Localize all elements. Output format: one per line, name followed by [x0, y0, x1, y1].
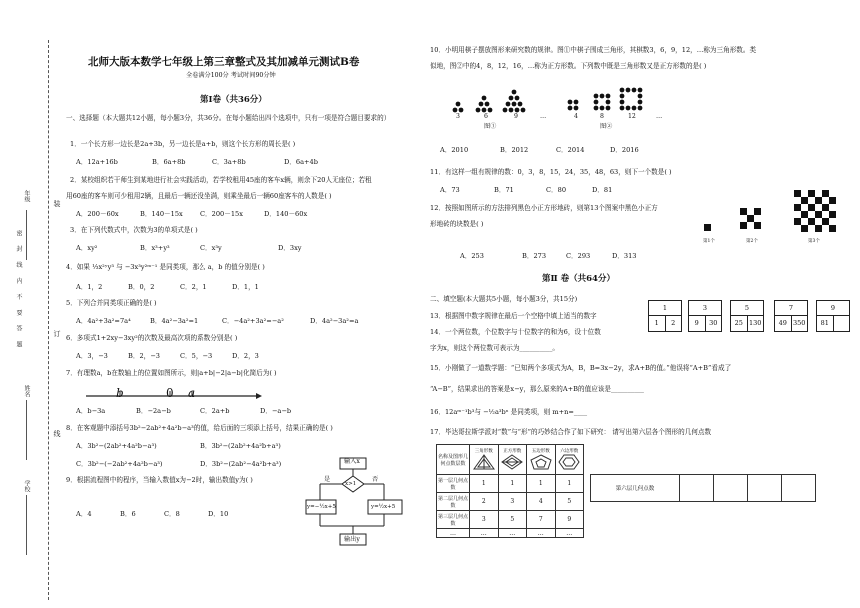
q11-option-c[interactable]: C．80: [546, 186, 567, 194]
q11-option-b[interactable]: B．71: [494, 186, 514, 194]
q5-option-c[interactable]: C．−4a²+3a²=−a²: [222, 317, 284, 325]
square-chess-dot: [638, 100, 643, 105]
tile-square: [829, 211, 836, 218]
q17-cell: …: [555, 529, 584, 538]
fig1-num-3: 3: [456, 113, 460, 120]
q17-cell: 7: [527, 511, 556, 529]
q2-option-b[interactable]: B．140－15x: [140, 210, 183, 218]
square-chess-dot: [600, 94, 605, 99]
q6-option-a[interactable]: A．3，−3: [76, 352, 108, 360]
q17-row3-label: 第三层几何点数: [437, 511, 470, 529]
square-chess-dot: [620, 94, 625, 99]
q3-option-d[interactable]: D．3xy: [278, 244, 302, 252]
q13-bottom-right[interactable]: [834, 316, 850, 331]
q13-top: 7: [775, 301, 807, 316]
part2-heading: 第Ⅱ 卷（共64分）: [542, 274, 615, 284]
q6-option-c[interactable]: C．5，−3: [180, 352, 213, 360]
q17-cell: 9: [555, 511, 584, 529]
name-field[interactable]: [26, 400, 39, 460]
q12-text-cont: 形地砖的块数是( ): [430, 220, 484, 228]
triangle-chess-dot: [476, 108, 481, 113]
triangle-chess-dot: [512, 90, 517, 95]
q12-option-b[interactable]: B．273: [522, 252, 547, 260]
pentagon-web-icon: [530, 454, 552, 470]
grade-field[interactable]: [26, 210, 39, 260]
tile-square: [794, 190, 801, 197]
q10-option-b[interactable]: B．2012: [500, 146, 529, 154]
flow-input: 输入x: [344, 458, 360, 465]
triangle-chess-dot: [512, 102, 517, 107]
square-chess-dot: [638, 94, 643, 99]
q8-option-b[interactable]: B．3b²−(2ab²+4a²b+a³): [200, 442, 281, 450]
grade-label: 年级: [23, 190, 30, 202]
q4-option-d[interactable]: D．1，1: [232, 283, 259, 291]
fig1-num-9: 9: [514, 113, 518, 120]
q17-text: 17．毕达哥拉斯学派对“数”与“形”的巧妙结合作了如下研究： 请写出第六层各个图形的几何点数: [430, 428, 712, 436]
q17-head-hexagon: 六边形数: [555, 445, 584, 475]
q8-option-a[interactable]: A．3b²−(2ab²+4a²b−a³): [76, 442, 157, 450]
square-chess-dot: [626, 88, 631, 93]
q7-number-line: [86, 384, 266, 406]
q12-option-d[interactable]: D．313: [612, 252, 637, 260]
tile-square: [822, 218, 829, 225]
q7-option-c[interactable]: C．2a+b: [200, 407, 230, 415]
q2-text-cont: 用60座的客车则可少租用2辆，且最后一辆还没坐满，则乘坐最后一辆60座客车的人数是( ): [66, 192, 332, 200]
school-field[interactable]: [26, 495, 39, 555]
q2-text: 2．某校组织若干师生到某地进行社会实践活动，若学校租用45座的客车x辆，则余下20人无座位；若租: [70, 176, 372, 184]
tile-square: [747, 215, 754, 222]
square-chess-dot: [568, 106, 573, 111]
triangle-chess-dot: [488, 108, 493, 113]
part1-heading: 第Ⅰ卷（共36分）: [200, 95, 267, 105]
q4-option-c[interactable]: C．2，1: [180, 283, 207, 291]
q6-text: 6．多项式1+2xy−3xy²的次数及最高次项的系数分别是( ): [66, 334, 238, 342]
q17-cell: 4: [527, 493, 556, 511]
q17-answer-table: [590, 474, 816, 502]
q5-text: 5．下列合并同类项正确的是( ): [66, 299, 157, 307]
q12-caption-1: 第1个: [703, 239, 715, 244]
tile-square: [808, 190, 815, 197]
q13-box: [730, 300, 764, 332]
triangle-chess-dot: [521, 108, 526, 113]
tile-square: [704, 224, 711, 231]
page-subtitle: 全卷满分100分 考试时间90分钟: [186, 72, 276, 79]
tile-square: [815, 225, 822, 232]
fig2-ellipsis: …: [656, 113, 663, 120]
tile-square: [794, 204, 801, 211]
q14-text-cont: 字为x，则这个两位数可表示为__________。: [430, 344, 559, 352]
tile-square: [822, 204, 829, 211]
q17-cell: 2: [470, 493, 499, 511]
q17-table: [436, 444, 584, 538]
q17-cell: 1: [470, 475, 499, 493]
tile-square: [808, 204, 815, 211]
q12-tile-patterns: [700, 188, 850, 236]
seal-char-2: 订: [53, 330, 61, 337]
layer6-label: 第六层几何点数: [591, 475, 680, 502]
q9-option-d[interactable]: D．10: [208, 510, 229, 518]
square-chess-dot: [632, 88, 637, 93]
q13-top: 1: [649, 301, 681, 316]
q13-box: [688, 300, 722, 332]
q17-head-square: 正方形数: [498, 445, 527, 475]
square-web-icon: [501, 454, 523, 470]
q13-box: [774, 300, 808, 332]
flow-right-box: y=½x+5: [371, 504, 396, 510]
layer6-pentagon-answer[interactable]: [748, 475, 782, 502]
q17-head-pentagon: 五边形数: [527, 445, 556, 475]
q13-text: 13．根据图中数字规律在最后一个空格中填上适当的数字: [430, 312, 597, 320]
square-chess-dot: [620, 88, 625, 93]
fig2-caption: 图②: [600, 123, 613, 130]
fig1-ellipsis: …: [540, 113, 547, 120]
triangle-chess-dot: [509, 96, 514, 101]
q13-bottom-right: 130: [749, 319, 762, 327]
triangle-chess-dot: [456, 102, 461, 107]
q7-option-a[interactable]: A．b−3a: [76, 407, 106, 415]
square-chess-dot: [574, 106, 579, 111]
square-chess-dot: [574, 100, 579, 105]
q11-option-a[interactable]: A．73: [440, 186, 460, 194]
square-chess-dot: [626, 106, 631, 111]
q1-option-a[interactable]: A．12a+16b: [76, 158, 118, 166]
q17-row2-label: 第二层几何点数: [437, 493, 470, 511]
q10-option-d[interactable]: D．2016: [610, 146, 639, 154]
q17-cell: 1: [527, 475, 556, 493]
tile-square: [815, 197, 822, 204]
square-chess-dot: [638, 106, 643, 111]
q16-text: 16．12aᵐ⁻¹b³与 −½a³bⁿ 是同类项，则 m+n=____: [430, 408, 588, 416]
square-chess-dot: [620, 100, 625, 105]
q10-figures: [450, 80, 670, 114]
square-chess-dot: [606, 100, 611, 105]
q13-top: 3: [689, 301, 721, 316]
triangle-chess-dot: [518, 102, 523, 107]
q17-cell: 1: [555, 475, 584, 493]
q14-text: 14．一个两位数，个位数字与十位数字的和为6，设十位数: [430, 328, 601, 336]
square-chess-dot: [620, 106, 625, 111]
q17-cell: …: [437, 529, 470, 538]
q12-option-c[interactable]: C．293: [566, 252, 591, 260]
q13-bottom-left: 25: [731, 316, 748, 331]
q7-option-d[interactable]: D．−a−b: [260, 407, 292, 415]
q8-text: 8．在客观题中添括号3b²−2ab²+4a²b−a³的值，给后面的三项添上括号，结果正确的是( ): [66, 424, 333, 432]
square-chess-dot: [594, 94, 599, 99]
q1-option-c[interactable]: C．3a+8b: [212, 158, 246, 166]
flow-no: 否: [372, 476, 379, 483]
q10-option-a[interactable]: A．2010: [440, 146, 469, 154]
q1-option-b[interactable]: B．6a+8b: [152, 158, 186, 166]
q4-option-b[interactable]: B．0，2: [128, 283, 155, 291]
tile-square: [754, 208, 761, 215]
tile-square: [794, 218, 801, 225]
q13-bottom-right: 350: [793, 319, 806, 327]
square-chess-dot: [568, 100, 573, 105]
tile-square: [740, 208, 747, 215]
seal-char-3: 线: [53, 430, 61, 437]
q7-text: 7．有理数a，b在数轴上的位置如图所示，则|a+b|−2|a−b|化简后为( ): [66, 369, 277, 377]
square-chess-dot: [594, 100, 599, 105]
q5-option-d[interactable]: D．4a²−3a²=a: [310, 317, 359, 325]
seal-warning: 密 封 线 内 不 要 答 题: [15, 230, 22, 352]
q3-text: 3．在下列代数式中，次数为3的单项式是( ): [70, 226, 198, 234]
triangle-chess-dot: [506, 102, 511, 107]
q6-option-b[interactable]: B．2，−3: [128, 352, 160, 360]
q13-bottom-left: 49: [775, 316, 792, 331]
q5-option-a[interactable]: A．4a²+3a²=7a⁴: [76, 317, 131, 325]
square-chess-dot: [606, 106, 611, 111]
tile-square: [801, 197, 808, 204]
flow-output: 输出y: [344, 536, 360, 543]
layer6-triangle-answer[interactable]: [680, 475, 714, 502]
q17-cell: 3: [498, 493, 527, 511]
q17-row1-label: 第一层几何点数: [437, 475, 470, 493]
layer6-square-answer[interactable]: [714, 475, 748, 502]
q3-option-a[interactable]: A．xy²: [76, 244, 98, 252]
q7-label-a: a: [188, 386, 196, 400]
triangle-chess-dot: [459, 108, 464, 113]
page-title: 北师大版本数学七年级上第三章整式及其加减单元测试B卷: [88, 56, 360, 68]
flow-left-box: y=−½x+5: [307, 504, 336, 510]
tile-square: [740, 222, 747, 229]
q13-bottom-left: 81: [817, 316, 834, 331]
q4-option-a[interactable]: A．1，2: [76, 283, 103, 291]
q8-option-d[interactable]: D．3b²−(2ab²−4a²b+a³): [200, 460, 282, 468]
tile-square: [808, 218, 815, 225]
layer6-hexagon-answer[interactable]: [782, 475, 816, 502]
q11-option-d[interactable]: D．81: [592, 186, 613, 194]
q17-cell: …: [498, 529, 527, 538]
q11-text: 11．有这样一组有规律的数：0，3，8，15，24，35，48，63，则下一个数是( ): [430, 168, 672, 176]
q12-caption-3: 第3个: [808, 239, 820, 244]
flow-yes: 是: [324, 476, 331, 483]
tile-square: [829, 197, 836, 204]
tile-square: [754, 222, 761, 229]
q1-text: 1．一个长方形一边长是2a+3b，另一边长是a+b，则这个长方形的周长是( ): [70, 140, 296, 148]
part2-intro: 二、填空题(本大题共5小题，每小题3分，共15分): [430, 295, 578, 303]
tile-square: [815, 211, 822, 218]
fig2-num-8: 8: [600, 113, 604, 120]
q12-option-a[interactable]: A．253: [460, 252, 484, 260]
q9-option-a[interactable]: A．4: [76, 510, 92, 518]
q3-option-b[interactable]: B．x³+y³: [140, 244, 170, 252]
triangle-chess-dot: [453, 108, 458, 113]
q13-bottom-right: 2: [671, 319, 676, 327]
tile-square: [801, 225, 808, 232]
q17-cell: …: [470, 529, 499, 538]
q12-text: 12．按照如图所示的方法排列黑色小正方形地砖，则第13个图案中黑色小正方: [430, 204, 658, 212]
q10-text: 10．小明用棋子摆放图形来研究数的规律。图①中棋子围成三角形，其棋数3，6，9，12，…称为三角形数。类: [430, 46, 757, 54]
triangle-chess-dot: [503, 108, 508, 113]
q13-box: [648, 300, 682, 332]
square-chess-dot: [606, 94, 611, 99]
tile-square: [829, 225, 836, 232]
q10-option-c[interactable]: C．2014: [556, 146, 585, 154]
q13-top: 5: [731, 301, 763, 316]
seal-char-1: 装: [53, 200, 61, 207]
q9-option-c[interactable]: C．8: [164, 510, 180, 518]
q15-text-cont: “A−B”，结果求出的答案是x−y，那么原来的A+B的值应该是__________: [430, 385, 644, 393]
triangle-chess-dot: [515, 96, 520, 101]
q17-cell: 5: [498, 511, 527, 529]
q15-text: 15．小刚做了一道数学题：“已知两个多项式为A，B，B=3x−2y，求A+B的值。”他误将“A+B”看成了: [430, 364, 732, 372]
triangle-chess-dot: [485, 102, 490, 107]
q8-option-c[interactable]: C．3b²−(−2ab²+4a²b−a³): [76, 460, 163, 468]
q7-option-b[interactable]: B．−2a−b: [136, 407, 171, 415]
fig2-num-12: 12: [628, 113, 636, 120]
q13-bottom-left: 1: [649, 316, 666, 331]
q3-option-c[interactable]: C．x³y: [200, 244, 222, 252]
q13-top: 9: [817, 301, 849, 316]
q4-text: 4．如果 ⅓x²ʸy³ 与 −3x³y²ᵐ⁻¹ 是同类项，那么 a，b 的值分别是( ): [66, 263, 265, 271]
tile-square: [801, 211, 808, 218]
q17-cell: 5: [555, 493, 584, 511]
flow-condition: x>1: [345, 481, 357, 487]
q17-head-corner: 名称及图形几何点数层数: [437, 445, 470, 475]
q17-cell: 1: [498, 475, 527, 493]
q2-option-a[interactable]: A．200－60x: [76, 210, 119, 218]
q17-cell: 3: [470, 511, 499, 529]
fig1-num-6: 6: [484, 113, 488, 120]
q1-option-d[interactable]: D．6a+4b: [284, 158, 318, 166]
q2-option-d[interactable]: D．140－60x: [264, 210, 308, 218]
triangle-web-icon: [473, 454, 495, 470]
triangle-chess-dot: [482, 108, 487, 113]
fig2-num-4: 4: [574, 113, 578, 120]
tile-square: [822, 190, 829, 197]
triangle-chess-dot: [482, 96, 487, 101]
part1-intro: 一、选择题（本大题共12小题，每小题3分，共36分。在每小题给出四个选项中，只有一项是符合题目要求的）: [66, 114, 391, 122]
q6-option-d[interactable]: D．2，3: [232, 352, 259, 360]
q7-label-b: b: [116, 386, 124, 400]
triangle-chess-dot: [509, 108, 514, 113]
binding-line: [48, 40, 49, 600]
q7-label-0: 0: [166, 386, 174, 400]
square-chess-dot: [632, 106, 637, 111]
q13-bottom-right: 30: [709, 319, 718, 327]
q9-option-b[interactable]: B．6: [120, 510, 136, 518]
name-label: 姓名: [23, 385, 30, 397]
q5-option-b[interactable]: B．4a²−3a²=1: [150, 317, 199, 325]
triangle-chess-dot: [515, 108, 520, 113]
q10-text-cont: 似地，图②中的4，8，12，16，…称为正方形数。下列数中既是三角形数又是正方形数的是( ): [430, 62, 707, 70]
q9-text: 9．根据流程图中的程序，当输入数值x为−2时，输出数值y为( ): [66, 476, 253, 484]
square-chess-dot: [600, 106, 605, 111]
q13-bottom-left: 9: [689, 316, 706, 331]
hexagon-web-icon: [558, 454, 580, 470]
school-label: 学校: [23, 480, 30, 492]
q17-cell: …: [527, 529, 556, 538]
triangle-chess-dot: [479, 102, 484, 107]
q2-option-c[interactable]: C．200－15x: [200, 210, 243, 218]
q13-box: [816, 300, 850, 332]
q17-head-triangle: 三角形数: [470, 445, 499, 475]
q12-caption-2: 第2个: [746, 239, 758, 244]
square-chess-dot: [638, 88, 643, 93]
square-chess-dot: [594, 106, 599, 111]
fig1-caption: 图①: [484, 123, 497, 130]
